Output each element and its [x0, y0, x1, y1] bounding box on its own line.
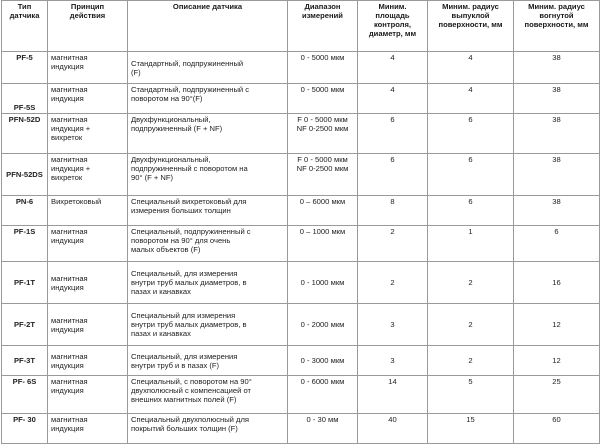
sensor-principle: магнитная индукция: [48, 414, 128, 444]
sensor-type: PF- 6S: [2, 376, 48, 414]
table-row: [2, 154, 600, 196]
sensor-range: 0 - 5000 мкм: [288, 52, 358, 84]
sensor-min-area: 14: [358, 376, 428, 414]
sensor-type: PFN-52DS: [2, 154, 48, 196]
sensor-concave-radius: 6: [514, 226, 600, 262]
header-min-area: Миним. площадь контроля, диаметр, мм: [358, 1, 428, 52]
sensor-min-area: 4: [358, 52, 428, 84]
sensor-description: Специальный, подпружиненный с поворотом на 90° для очень малых объектов (F): [128, 226, 288, 262]
sensor-concave-radius: 60: [514, 414, 600, 444]
sensor-range: 0 – 6000 мкм: [288, 196, 358, 226]
sensor-table: [1, 0, 600, 444]
sensor-type: PF-5: [2, 52, 48, 84]
sensor-concave-radius: 38: [514, 84, 600, 114]
header-principle: Принцип действия: [48, 1, 128, 52]
sensor-type: PF-1T: [2, 262, 48, 304]
sensor-concave-radius: 12: [514, 346, 600, 376]
sensor-type: PFN-52D: [2, 114, 48, 154]
sensor-principle: магнитная индукция: [48, 376, 128, 414]
sensor-type: PF- 30: [2, 414, 48, 444]
sensor-range: 0 - 2000 мкм: [288, 304, 358, 346]
header-range: Диапазон измерений: [288, 1, 358, 52]
sensor-convex-radius: 2: [428, 304, 514, 346]
sensor-description: Специальный вихретоковый для измерения больших толщин: [128, 196, 288, 226]
sensor-concave-radius: 25: [514, 376, 600, 414]
table-row: [2, 196, 600, 226]
sensor-principle: магнитная индукция: [48, 226, 128, 262]
sensor-principle: Вихретоковый: [48, 196, 128, 226]
table-row: [2, 376, 600, 414]
sensor-description: Специальный двухполюсный для покрытий больших толщин (F): [128, 414, 288, 444]
table-row: [2, 84, 600, 114]
sensor-concave-radius: 38: [514, 154, 600, 196]
sensor-principle: магнитная индукция: [48, 346, 128, 376]
sensor-type: PF-5S: [2, 84, 48, 114]
sensor-range: 0 - 6000 мкм: [288, 376, 358, 414]
sensor-principle: магнитная индукция: [48, 262, 128, 304]
header-type: Тип датчика: [2, 1, 48, 52]
sensor-range: 0 - 3000 мкм: [288, 346, 358, 376]
sensor-principle: магнитная индукция: [48, 52, 128, 84]
sensor-min-area: 6: [358, 154, 428, 196]
table-row: [2, 414, 600, 444]
sensor-principle: магнитная индукция: [48, 304, 128, 346]
sensor-convex-radius: 2: [428, 346, 514, 376]
sensor-concave-radius: 38: [514, 114, 600, 154]
sensor-description: Специальный для измерения внутри труб малых диаметров, в пазах и канавках: [128, 304, 288, 346]
header-description: Описание датчика: [128, 1, 288, 52]
sensor-min-area: 3: [358, 346, 428, 376]
sensor-min-area: 2: [358, 226, 428, 262]
sensor-range: F 0 - 5000 мкм NF 0-2500 мкм: [288, 114, 358, 154]
table-row: [2, 262, 600, 304]
sensor-concave-radius: 38: [514, 52, 600, 84]
sensor-range: 0 – 1000 мкм: [288, 226, 358, 262]
sensor-min-area: 2: [358, 262, 428, 304]
sensor-convex-radius: 4: [428, 84, 514, 114]
header-convex-radius: Миним. радиус выпуклой поверхности, мм: [428, 1, 514, 52]
sensor-description: Двухфункциональный, подпружиненный с поворотом на 90° (F + NF): [128, 154, 288, 196]
sensor-min-area: 3: [358, 304, 428, 346]
sensor-type: PN-6: [2, 196, 48, 226]
table-row: [2, 346, 600, 376]
sensor-description: Специальный, с поворотом на 90° двухполюсный с компенсацией от внешних магнитных полей (F): [128, 376, 288, 414]
sensor-concave-radius: 38: [514, 196, 600, 226]
sensor-type: PF-1S: [2, 226, 48, 262]
sensor-description: Специальный, для измерения внутри труб и в пазах (F): [128, 346, 288, 376]
sensor-min-area: 6: [358, 114, 428, 154]
table-row: [2, 114, 600, 154]
header-concave-radius: Миним. радиус вогнутой поверхности, мм: [514, 1, 600, 52]
sensor-type: PF-2T: [2, 304, 48, 346]
sensor-description: Стандартный, подпружиненный (F): [128, 52, 288, 84]
sensor-range: 0 - 30 мм: [288, 414, 358, 444]
table-row: [2, 226, 600, 262]
sensor-description: Специальный, для измерения внутри труб малых диаметров, в пазах и канавках: [128, 262, 288, 304]
sensor-principle: магнитная индукция: [48, 84, 128, 114]
sensor-description: Двухфункциональный, подпружиненный (F + NF): [128, 114, 288, 154]
sensor-convex-radius: 6: [428, 196, 514, 226]
sensor-principle: магнитная индукция + вихреток: [48, 114, 128, 154]
sensor-convex-radius: 2: [428, 262, 514, 304]
sensor-description: Стандартный, подпружиненный с поворотом на 90°(F): [128, 84, 288, 114]
sensor-concave-radius: 16: [514, 262, 600, 304]
sensor-principle: магнитная индукция + вихреток: [48, 154, 128, 196]
header-row: [2, 1, 600, 52]
sensor-convex-radius: 4: [428, 52, 514, 84]
table-row: [2, 52, 600, 84]
sensor-min-area: 8: [358, 196, 428, 226]
sensor-type: PF-3T: [2, 346, 48, 376]
sensor-convex-radius: 15: [428, 414, 514, 444]
sensor-convex-radius: 6: [428, 154, 514, 196]
sensor-convex-radius: 5: [428, 376, 514, 414]
sensor-min-area: 40: [358, 414, 428, 444]
sensor-range: F 0 - 5000 мкм NF 0-2500 мкм: [288, 154, 358, 196]
sensor-min-area: 4: [358, 84, 428, 114]
sensor-range: 0 - 1000 мкм: [288, 262, 358, 304]
table-row: [2, 304, 600, 346]
sensor-concave-radius: 12: [514, 304, 600, 346]
sensor-convex-radius: 1: [428, 226, 514, 262]
sensor-convex-radius: 6: [428, 114, 514, 154]
sensor-range: 0 - 5000 мкм: [288, 84, 358, 114]
